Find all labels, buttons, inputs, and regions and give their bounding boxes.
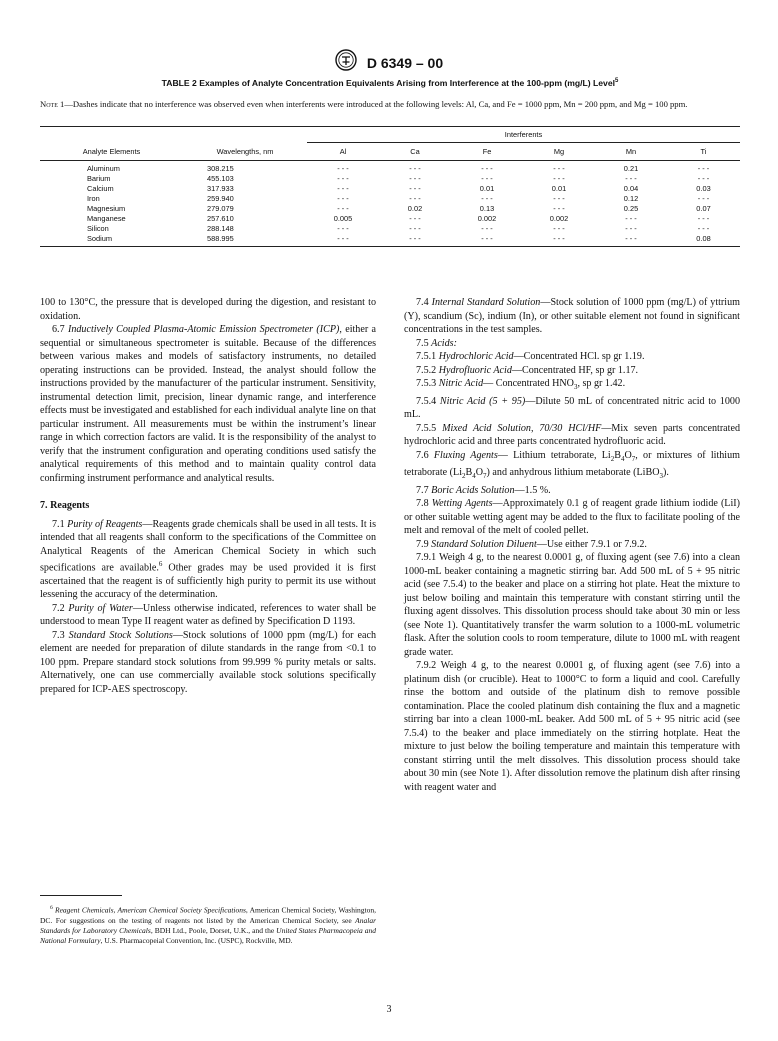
table-cell: - - - <box>337 194 349 203</box>
table-row <box>40 161 740 175</box>
table-cell: 279.079 <box>207 204 234 213</box>
table-cell: - - - <box>409 184 421 193</box>
table-cell: 0.07 <box>696 204 711 213</box>
table-cell: - - - <box>409 224 421 233</box>
table-cell: 0.002 <box>477 214 497 223</box>
table-cell: 259.940 <box>207 194 234 203</box>
table-cell: - - - <box>481 174 493 183</box>
table-cell: 308.215 <box>207 164 234 173</box>
section-7-6: 7.6 Fluxing Agents— Lithium tetraborate, $Li_2B_4O_7$, or mixtures of lithium tetraborate $(Li_2B_4O_7)$ and anhydrous lithium metaborate (LiBO$_3$). <box>404 449 740 481</box>
table-cell: - - - <box>337 204 349 213</box>
table-row <box>40 174 740 184</box>
section-7-5-3: 7.5.3 Nitric Acid— Concentrated $HNO_3$, sp gr 1.42. <box>416 378 626 392</box>
table-cell: - - - <box>553 164 565 173</box>
table-cell: Iron <box>87 194 100 203</box>
section-7-2: 7.2 Purity of Water—Unless otherwise indicated, references to water shall be understood to mean Type II reagent water as defined by Specification D 1193. <box>40 602 376 628</box>
table-row <box>40 184 740 194</box>
column-header: Mg <box>523 143 595 161</box>
table-cell: - - - <box>523 234 595 247</box>
left-column <box>40 296 376 696</box>
table-cell: - - - <box>625 174 637 183</box>
table-cell: Aluminum <box>87 164 120 173</box>
table-cell: 0.25 <box>623 204 639 213</box>
table-cell: Sodium <box>40 234 183 247</box>
table-cell: Manganese <box>87 214 126 223</box>
table-cell: - - - <box>337 164 349 173</box>
table-cell: Barium <box>87 174 111 183</box>
table-cell: 257.610 <box>207 214 234 223</box>
section-7-8: 7.8 Wetting Agents—Approximately 0.1 g of reagent grade lithium iodide (LiI) or other suitable wetting agent may be added to the flux to facilitate pooling of the melt and removal of the melt of cooled pellet. <box>404 498 740 537</box>
table-cell: - - - <box>409 164 421 173</box>
section-7-9-2: 7.9.2 Weigh 4 g, to the nearest 0.0001 g, of fluxing agent (see 7.6) into a platinum dish (or crucible). Heat to 1000°C to form a liquid and cool. Carefully rinse the bottom and outside of the platinum dish to remove possible contamination. Place the cooled platinum dish containing the flux and a magnetic stirring bar into a clean 1000-mL beaker. Add 500 mL of 5 + 95 nitric acid (see 7.5.4) to the beaker and place immediately on the stirring hotplate. Heat the mixture to just below the boiling temperature and maintain this temperature with constant stirring until the melt dissolves. This dissolution process should take about 30 min (see Note 1). After dissolution remove the platinum dish after rinsing with reagent water and <box>404 660 740 793</box>
table-cell: - - - <box>697 214 710 223</box>
column-header: Analyte Elements <box>40 143 183 161</box>
table-cell: - - - <box>697 164 710 173</box>
table-cell: - - - <box>553 194 565 203</box>
table-cell: 0.08 <box>667 234 740 247</box>
table-cell: 0.04 <box>623 184 639 193</box>
footnote-rule <box>40 895 122 896</box>
table-cell: Calcium <box>87 184 114 193</box>
table-cell: 317.933 <box>207 184 234 193</box>
table-cell: - - - <box>481 224 493 233</box>
table-cell: 288.148 <box>207 224 234 233</box>
table-row <box>40 234 740 247</box>
table-cell: - - - <box>451 234 523 247</box>
interference-table <box>40 126 740 247</box>
table-cell: - - - <box>625 224 637 233</box>
table-cell: - - - <box>337 174 349 183</box>
column-header: Ti <box>667 143 740 161</box>
column-header: Fe <box>451 143 523 161</box>
table-cell: - - - <box>553 174 565 183</box>
table-cell: - - - <box>697 224 710 233</box>
table-cell: 455.103 <box>207 174 234 183</box>
table-cell: - - - <box>409 214 421 223</box>
table-cell: 0.01 <box>479 184 495 193</box>
right-column <box>404 296 740 794</box>
footnote-6: $^6$ Reagent Chemicals, American Chemical Society Specifications, American Chemical Society, Washington, DC. For suggestions on the testing of reagents not listed by the American Chemical Society, see Analar Standards for Laboratory Chemicals, BDH Ltd., Poole, Dorset, U.K., and the United States Pharmacopeia and National Formulary, U.S. Pharmacopeial Convention, Inc. (USPC), Rockville, MD. <box>40 905 376 945</box>
section-heading-reagents: 7. Reagents <box>40 500 90 511</box>
table-cell: Silicon <box>87 224 109 233</box>
section-7-3: 7.3 Standard Stock Solutions—Stock solutions of 1000 ppm (mg/L) for each element are needed for preparation of dilute standards in the range from <0.1 to 100 ppm. Prepare standard stock solutions from 99.999 % purity metals or salts. Alternatively, one can use commercially available stock solutions specifically prepared for ICP-AES spectroscopy. <box>40 629 376 695</box>
table-cell: 0.03 <box>696 184 711 193</box>
table-cell: - - - <box>337 184 349 193</box>
page-number: 3 <box>386 1004 392 1015</box>
table-cell: - - - <box>697 174 710 183</box>
section-7-5-2: 7.5.2 Hydrofluoric Acid—Concentrated HF, sp gr 1.17. <box>416 364 639 376</box>
table-row <box>40 224 740 234</box>
table-note: Note 1—Dashes indicate that no interference was observed even when interferents were introduced at the following levels: Al, Ca, and Fe = 1000 ppm, Mn = 200 ppm, and Mg = 100 ppm. <box>40 99 688 109</box>
table-cell: - - - <box>553 224 565 233</box>
table-cell: 0.12 <box>623 194 639 203</box>
table-row <box>40 194 740 204</box>
column-header: Al <box>307 143 379 161</box>
section-7-5-1: 7.5.1 Hydrochloric Acid—Concentrated HCl. sp gr 1.19. <box>416 351 645 362</box>
table-cell: - - - <box>481 194 493 203</box>
section-7-9: 7.9 Standard Solution Diluent—Use either 7.9.1 or 7.9.2. <box>416 538 647 550</box>
paragraph: 100 to 130°C, the pressure that is developed during the digestion, and resistant to oxidation. <box>40 297 376 322</box>
table-cell: 0.002 <box>549 214 569 223</box>
table-cell: 0.005 <box>333 214 353 223</box>
page-header <box>0 48 778 77</box>
table-row <box>40 204 740 214</box>
section-7-5-5: 7.5.5 Mixed Acid Solution, 70/30 HCl/HF—Mix seven parts concentrated hydrochloric acid and three parts concentrated hydrofluoric acid. <box>404 422 740 448</box>
table-cell: - - - <box>481 164 493 173</box>
section-7-5: 7.5 Acids: <box>416 337 457 349</box>
table-cell: - - - <box>625 214 637 223</box>
table-cell: - - - <box>409 194 421 203</box>
table-cell: - - - <box>307 234 379 247</box>
table-cell: 0.01 <box>551 184 567 193</box>
table-cell: - - - <box>379 234 451 247</box>
table-cell: 0.02 <box>407 204 423 213</box>
table-cell: 588.995 <box>183 234 307 247</box>
section-6-7: 6.7 Inductively Coupled Plasma-Atomic Emission Spectrometer (ICP), either a sequential or simultaneous spectrometer is suitable. Because of the differences between various makes and models of satisfactory instruments, no detailed operating instructions can be provided. Instead, the analyst should follow the instructions provided by the manufacturer of the particular instrument. Sensitivity, instrumental detection limit, precision, linear dynamic range, and interference effects must be investigated and established for each individual analyte line on that particular instrument. All measurements must be within the instrument’s linear range in which correction factors are valid. It is the responsibility of the analyst to verify that the instrument configuration and operating conditions used satisfy the analytical requirements of this method and to maintain quality control data confirming instrument performance and analytical results. <box>40 324 377 484</box>
table-cell: - - - <box>409 174 421 183</box>
section-7-9-1: 7.9.1 Weigh 4 g, to the nearest 0.0001 g, of fluxing agent (see 7.6) into a clean 1000-mL beaker containing a magnetic stirring bar. Add 500 mL of 5 + 95 nitric acid (see 7.5.4) to the beaker and place on a stirring hot plate. Heat the mixture to just below boiling and maintain this temperature with constant stirring until the fluxing agent dissolves. This dissolution process should take about 30 min or less (see Note 1). Quantitatively transfer the warm solution to a 1000-mL volumetric flask. After the solution cools to room temperature, dilute to 1000 mL with reagent grade water. <box>404 552 740 658</box>
table-cell: 0.13 <box>479 204 495 213</box>
interferents-header: Interferents <box>307 127 740 143</box>
table-cell: - - - <box>337 224 349 233</box>
column-header: Ca <box>379 143 451 161</box>
section-7-7: 7.7 Boric Acids Solution—1.5 %. <box>416 484 551 496</box>
table-cell: 0.21 <box>623 164 639 173</box>
table-title: TABLE 2 Examples of Analyte Concentration Equivalents Arising from Interference at the 100-ppm (mg/L) Level$^5$ <box>161 78 619 88</box>
section-7-4: 7.4 Internal Standard Solution—Stock solution of 1000 ppm (mg/L) of yttrium (Y), scandium (Sc), indium (In), or other suitable element not found in significant concentrations in the test samples. <box>404 297 740 335</box>
table-cell: - - - <box>553 204 565 213</box>
column-header: Mn <box>595 143 667 161</box>
table-cell: - - - <box>595 234 667 247</box>
document-id: D 6349 – 00 <box>366 54 444 71</box>
section-7-5-4: 7.5.4 Nitric Acid (5 + 95)—Dilute 50 mL of concentrated nitric acid to 1000 mL. <box>404 395 740 421</box>
column-header: Wavelengths, nm <box>183 143 307 161</box>
table-cell: Magnesium <box>87 204 126 213</box>
section-7-1: 7.1 Purity of Reagents—Reagents grade chemicals shall be used in all tests. It is intended that all reagents shall conform to the specifications of the Committee on Analytical Reagents of the American Chemical Society in which such specifications are available.$^6$ Other grades may be used provided it is first ascertained that the reagent is of sufficiently high purity to permit its use without lessening the accuracy of the determination. <box>40 518 376 601</box>
table-row <box>40 214 740 224</box>
astm-logo-icon <box>335 48 357 77</box>
table-cell: - - - <box>697 194 710 203</box>
